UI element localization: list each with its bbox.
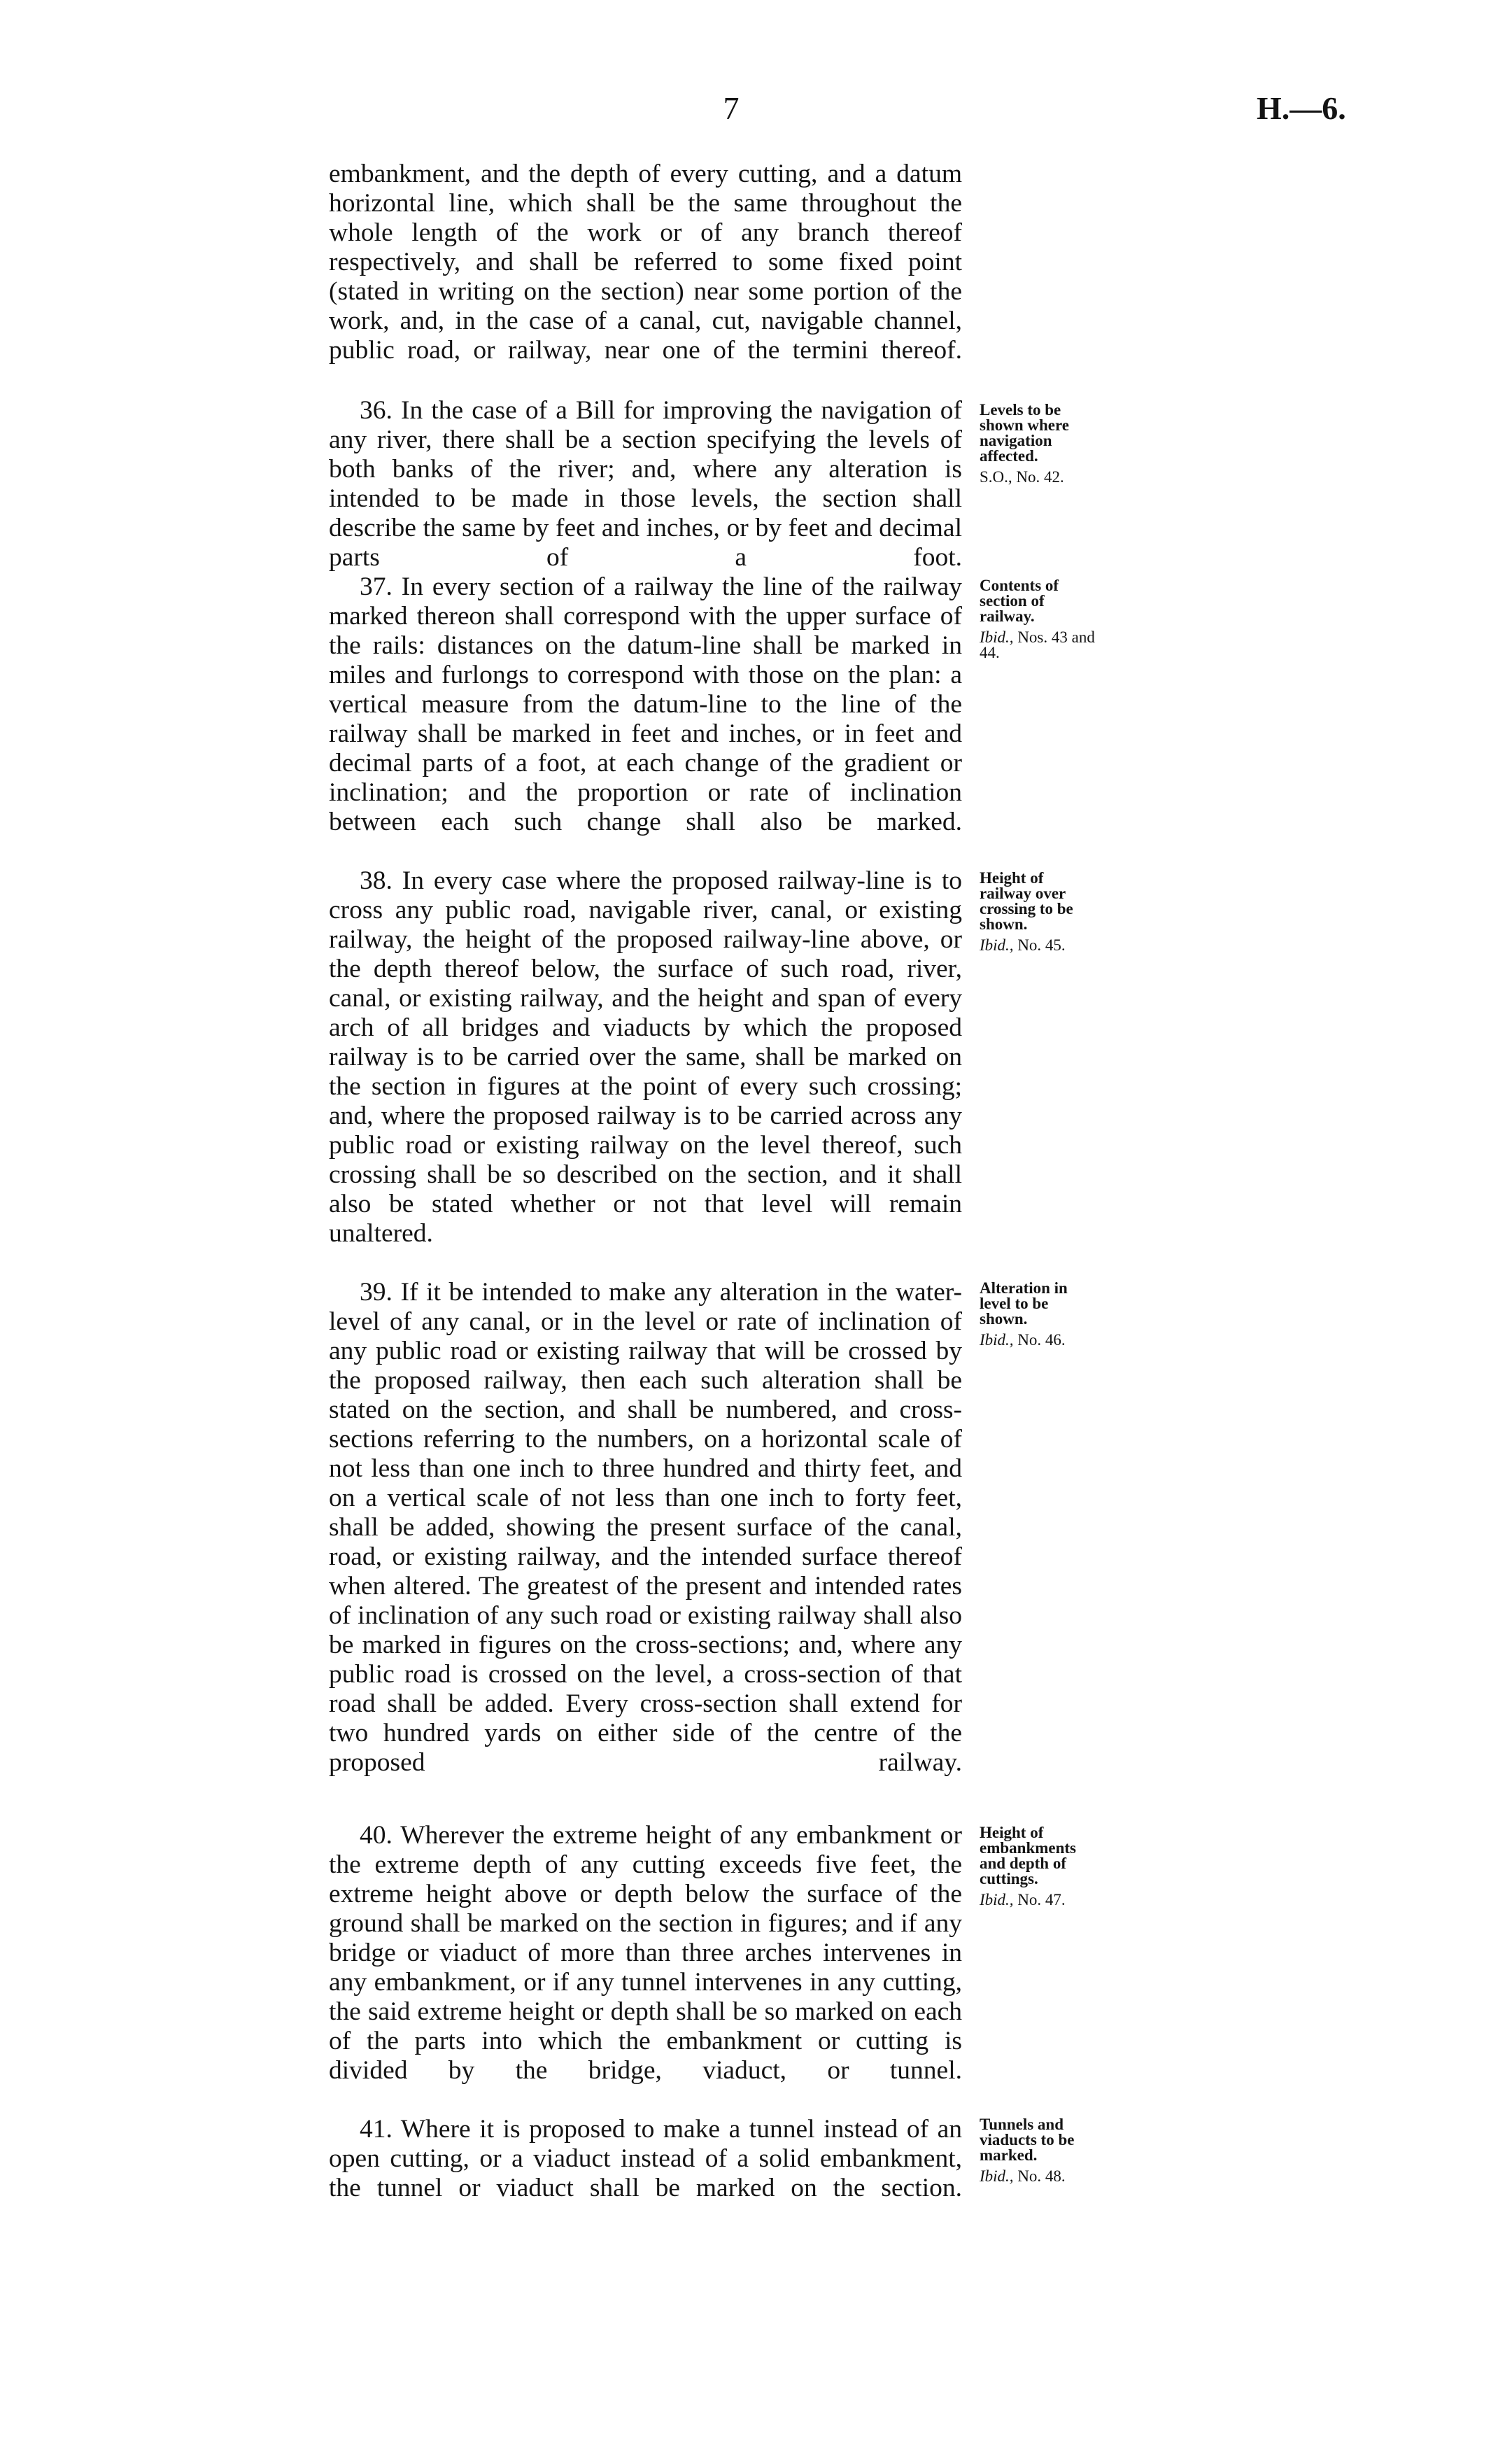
section-number: 40. xyxy=(360,1821,393,1850)
section-number: 41. xyxy=(360,2115,393,2144)
note-citation xyxy=(980,938,1105,953)
note-line: Height of xyxy=(980,869,1044,887)
section-number: 36. xyxy=(360,396,393,425)
citation-ibid: Ibid., xyxy=(980,936,1014,954)
citation-ibid: Ibid., xyxy=(980,2167,1014,2185)
section-number: 39. xyxy=(360,1278,393,1307)
paragraph-35-continuation xyxy=(329,160,962,365)
note-line: crossing to be xyxy=(980,900,1073,917)
note-line: Contents of xyxy=(980,577,1059,594)
note-line: shown. xyxy=(980,1310,1028,1328)
note-line: railway over xyxy=(980,885,1066,902)
citation-ref: No. 46. xyxy=(1017,1331,1066,1349)
note-citation xyxy=(980,470,1105,485)
paragraph-text: embankment, and the depth of every cutting, and a datum horizontal line, which shall be the same throughout the whole length of the work or of any branch thereof respectively, and shall be referred to some fixed point (stated in writing on the section) near some portion of the work, and, in the case of a canal, cut, navigable channel, public road, or railway, near one of the termini thereof. xyxy=(329,160,962,365)
section-number: 38. xyxy=(360,866,393,895)
margin-note-41 xyxy=(980,2117,1105,2184)
note-line: section of xyxy=(980,592,1045,610)
paragraph-37 xyxy=(329,572,962,837)
note-citation xyxy=(980,1892,1105,1908)
margin-note-38 xyxy=(980,871,1105,953)
note-line: shown where xyxy=(980,416,1070,434)
paragraph-text: In every case where the proposed railway-line is to cross any public road, navigable river, canal, or existing railway, the height of the proposed railway-line above, or the depth thereof below, the surface of such road, river, canal, or existing railway, and the height and span of every arch of all bridges and viaducts by which the proposed railway is to be carried over the same, shall be marked on the section in figures at the point of every such crossing; and, where the proposed railway is to be carried across any public road or existing railway on the level thereof, such crossing shall be so described on the section, and it shall also be stated whether or not that level will remain unaltered. xyxy=(329,866,962,1248)
citation-ref: No. 47. xyxy=(1017,1891,1066,1908)
note-citation xyxy=(980,2169,1105,2184)
note-line: viaducts to be xyxy=(980,2131,1075,2148)
note-citation xyxy=(980,630,1105,661)
citation-ref: S.O., No. 42. xyxy=(980,468,1064,486)
paragraph-36 xyxy=(329,396,962,572)
margin-note-37 xyxy=(980,578,1105,661)
paragraph-text: Where it is proposed to make a tunnel instead of an open cutting, or a viaduct instead of a solid embankment, the tunnel or viaduct shall be marked on the section. xyxy=(329,2115,962,2202)
note-line: Levels to be xyxy=(980,401,1061,418)
note-line: affected. xyxy=(980,447,1038,465)
document-reference: H.—6. xyxy=(1257,90,1346,126)
paragraph-40 xyxy=(329,1821,962,2085)
paragraph-41 xyxy=(329,2115,962,2203)
note-line: level to be xyxy=(980,1295,1049,1312)
citation-ibid: Ibid., xyxy=(980,1331,1014,1349)
section-number: 37. xyxy=(360,572,393,601)
margin-note-40 xyxy=(980,1825,1105,1908)
paragraph-text: In every section of a railway the line of the railway marked thereon shall correspond with the upper surface of the rails: distances on the datum-line shall be marked in miles and furlongs to correspond with those on the plan: a vertical measure from the datum-line to the line of the railway shall be marked in feet and inches, or in feet and decimal parts of a foot, at each change of the gradient or inclination; and the proportion or rate of inclination between each such change shall also be marked. xyxy=(329,572,963,836)
citation-ref: No. 45. xyxy=(1017,936,1066,954)
note-line: navigation xyxy=(980,432,1052,449)
note-line: Height of xyxy=(980,1824,1044,1841)
citation-ibid: Ibid., xyxy=(980,1891,1014,1908)
margin-note-36 xyxy=(980,402,1105,485)
note-line: Alteration in xyxy=(980,1279,1068,1297)
citation-ibid: Ibid., xyxy=(980,628,1014,646)
note-line: shown. xyxy=(980,915,1028,933)
citation-ref: No. 48. xyxy=(1017,2167,1066,2185)
note-line: and depth of xyxy=(980,1855,1066,1872)
note-line: Tunnels and xyxy=(980,2116,1064,2133)
page-number: 7 xyxy=(723,90,740,126)
paragraph-text: Wherever the extreme height of any embankment or the extreme depth of any cutting exceeds five feet, the extreme height above or depth below the surface of the ground shall be marked on the section in figures; and if any bridge or viaduct of more than three arches intervenes in any embankment, or if any tunnel intervenes in any cutting, the said extreme height or depth shall be so marked on each of the parts into which the embankment or cutting is divided by the bridge, viaduct, or tunnel. xyxy=(329,1821,962,2085)
note-line: embankments xyxy=(980,1839,1077,1857)
paragraph-text: If it be intended to make any alteration in the water-level of any canal, or in the level or rate of inclination of any public road or existing railway that will be crossed by the proposed railway, then each such alteration shall be stated on the section, and shall be numbered, and cross-sections referring to the numbers, on a horizontal scale of not less than one inch to three hundred and thirty feet, and on a vertical scale of not less than one inch to forty feet, shall be added, showing the present surface of the canal, road, or existing railway, and the intended surface thereof when altered. The greatest of the present and intended rates of inclination of any such road or existing railway shall also be marked in figures on the cross-sections; and, where any public road is crossed on the level, a cross-section of that road shall be added. Every cross-section shall extend for two hundred yards on either side of the centre of the proposed railway. xyxy=(329,1278,962,1777)
margin-note-39 xyxy=(980,1281,1105,1348)
paragraph-38 xyxy=(329,866,962,1248)
note-citation xyxy=(980,1332,1105,1348)
citation-ref: Nos. 43 and 44. xyxy=(980,628,1095,661)
paragraph-39 xyxy=(329,1278,962,1778)
paragraph-text: In the case of a Bill for improving the navigation of any river, there shall be a section specifying the levels of both banks of the river; and, where any alteration is intended to be made in those levels, the section shall describe the same by feet and inches, or by feet and decimal parts of a foot. xyxy=(329,396,963,572)
note-line: cuttings. xyxy=(980,1870,1038,1887)
note-line: marked. xyxy=(980,2146,1038,2164)
note-line: railway. xyxy=(980,607,1035,625)
